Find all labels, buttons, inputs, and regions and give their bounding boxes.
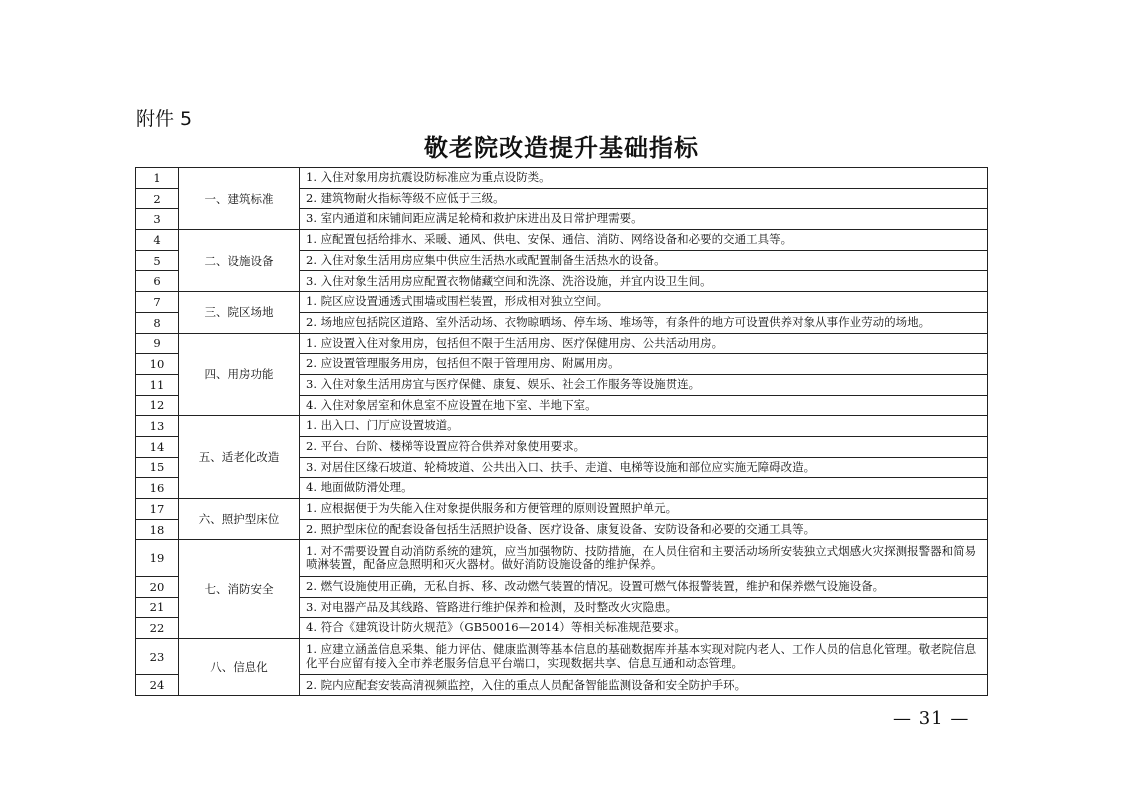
indicator-text: 2. 平台、台阶、楼梯等设置应符合供养对象使用要求。	[300, 436, 988, 457]
indicator-text: 1. 入住对象用房抗震设防标准应为重点设防类。	[300, 168, 988, 189]
indicator-text: 4. 地面做防滑处理。	[300, 478, 988, 499]
row-number: 11	[136, 374, 179, 395]
row-number: 15	[136, 457, 179, 478]
row-number: 16	[136, 478, 179, 499]
indicator-text: 1. 应根据便于为失能入住对象提供服务和方便管理的原则设置照护单元。	[300, 499, 988, 520]
category-cell: 一、建筑标准	[179, 168, 300, 230]
row-number: 5	[136, 250, 179, 271]
indicator-text: 2. 场地应包括院区道路、室外活动场、衣物晾晒场、停车场、堆场等，有条件的地方可设置供养对象从事作业劳动的场地。	[300, 312, 988, 333]
category-cell: 三、院区场地	[179, 292, 300, 333]
table-row	[136, 333, 988, 354]
table-row	[136, 638, 988, 675]
row-number: 8	[136, 312, 179, 333]
document-title: 敬老院改造提升基础指标	[424, 133, 699, 162]
table-row	[136, 230, 988, 251]
category-cell: 六、照护型床位	[179, 499, 300, 540]
table-row	[136, 416, 988, 437]
row-number: 10	[136, 354, 179, 375]
indicator-text: 4. 符合《建筑设计防火规范》（GB50016—2014）等相关标准规范要求。	[300, 618, 988, 639]
row-number: 1	[136, 168, 179, 189]
row-number: 24	[136, 675, 179, 696]
row-number: 14	[136, 436, 179, 457]
page-number: — 31 —	[893, 708, 970, 729]
row-number: 19	[136, 540, 179, 577]
category-cell: 五、适老化改造	[179, 416, 300, 499]
category-cell: 四、用房功能	[179, 333, 300, 416]
indicator-table	[135, 167, 988, 696]
indicator-text: 3. 入住对象生活用房应配置衣物储藏空间和洗涤、洗浴设施，并宜内设卫生间。	[300, 271, 988, 292]
category-cell: 八、信息化	[179, 638, 300, 695]
row-number: 23	[136, 638, 179, 675]
indicator-text: 3. 对居住区缘石坡道、轮椅坡道、公共出入口、扶手、走道、电梯等设施和部位应实施无障碍改造。	[300, 457, 988, 478]
row-number: 20	[136, 576, 179, 597]
category-cell: 二、设施设备	[179, 230, 300, 292]
row-number: 18	[136, 519, 179, 540]
row-number: 3	[136, 209, 179, 230]
row-number: 21	[136, 597, 179, 618]
indicator-text: 2. 应设置管理服务用房，包括但不限于管理用房、附属用房。	[300, 354, 988, 375]
table-row	[136, 499, 988, 520]
row-number: 6	[136, 271, 179, 292]
table-row	[136, 540, 988, 577]
category-cell: 七、消防安全	[179, 540, 300, 639]
row-number: 7	[136, 292, 179, 313]
indicator-text: 1. 对不需要设置自动消防系统的建筑，应当加强物防、技防措施，在人员住宿和主要活动场所安装独立式烟感火灾探测报警器和简易喷淋装置，配备应急照明和灭火器材。做好消防设施设备的维护保养。	[300, 540, 988, 577]
indicator-text: 3. 入住对象生活用房宜与医疗保健、康复、娱乐、社会工作服务等设施贯连。	[300, 374, 988, 395]
row-number: 4	[136, 230, 179, 251]
indicator-text: 3. 对电器产品及其线路、管路进行维护保养和检测，及时整改火灾隐患。	[300, 597, 988, 618]
indicator-text: 2. 入住对象生活用房应集中供应生活热水或配置制备生活热水的设备。	[300, 250, 988, 271]
indicator-text: 1. 院区应设置通透式围墙或围栏装置，形成相对独立空间。	[300, 292, 988, 313]
indicator-text: 1. 应配置包括给排水、采暖、通风、供电、安保、通信、消防、网络设备和必要的交通工具等。	[300, 230, 988, 251]
table-row	[136, 292, 988, 313]
indicator-text: 2. 照护型床位的配套设备包括生活照护设备、医疗设备、康复设备、安防设备和必要的交通工具等。	[300, 519, 988, 540]
indicator-text: 2. 院内应配套安装高清视频监控，入住的重点人员配备智能监测设备和安全防护手环。	[300, 675, 988, 696]
indicator-text: 2. 燃气设施使用正确，无私自拆、移、改动燃气装置的情况。设置可燃气体报警装置，维护和保养燃气设施设备。	[300, 576, 988, 597]
row-number: 17	[136, 499, 179, 520]
indicator-text: 1. 出入口、门厅应设置坡道。	[300, 416, 988, 437]
indicator-text: 1. 应设置入住对象用房，包括但不限于生活用房、医疗保健用房、公共活动用房。	[300, 333, 988, 354]
indicator-text: 3. 室内通道和床铺间距应满足轮椅和救护床进出及日常护理需要。	[300, 209, 988, 230]
row-number: 13	[136, 416, 179, 437]
row-number: 12	[136, 395, 179, 416]
indicator-text: 1. 应建立涵盖信息采集、能力评估、健康监测等基本信息的基础数据库并基本实现对院内老人、工作人员的信息化管理。敬老院信息化平台应留有接入全市养老服务信息平台端口，实现数据共享、信息互通和动态管理。	[300, 638, 988, 675]
indicator-text: 4. 入住对象居室和休息室不应设置在地下室、半地下室。	[300, 395, 988, 416]
row-number: 2	[136, 188, 179, 209]
attachment-label: 附件 5	[136, 108, 193, 130]
row-number: 22	[136, 618, 179, 639]
table-row	[136, 168, 988, 189]
indicator-text: 2. 建筑物耐火指标等级不应低于三级。	[300, 188, 988, 209]
row-number: 9	[136, 333, 179, 354]
